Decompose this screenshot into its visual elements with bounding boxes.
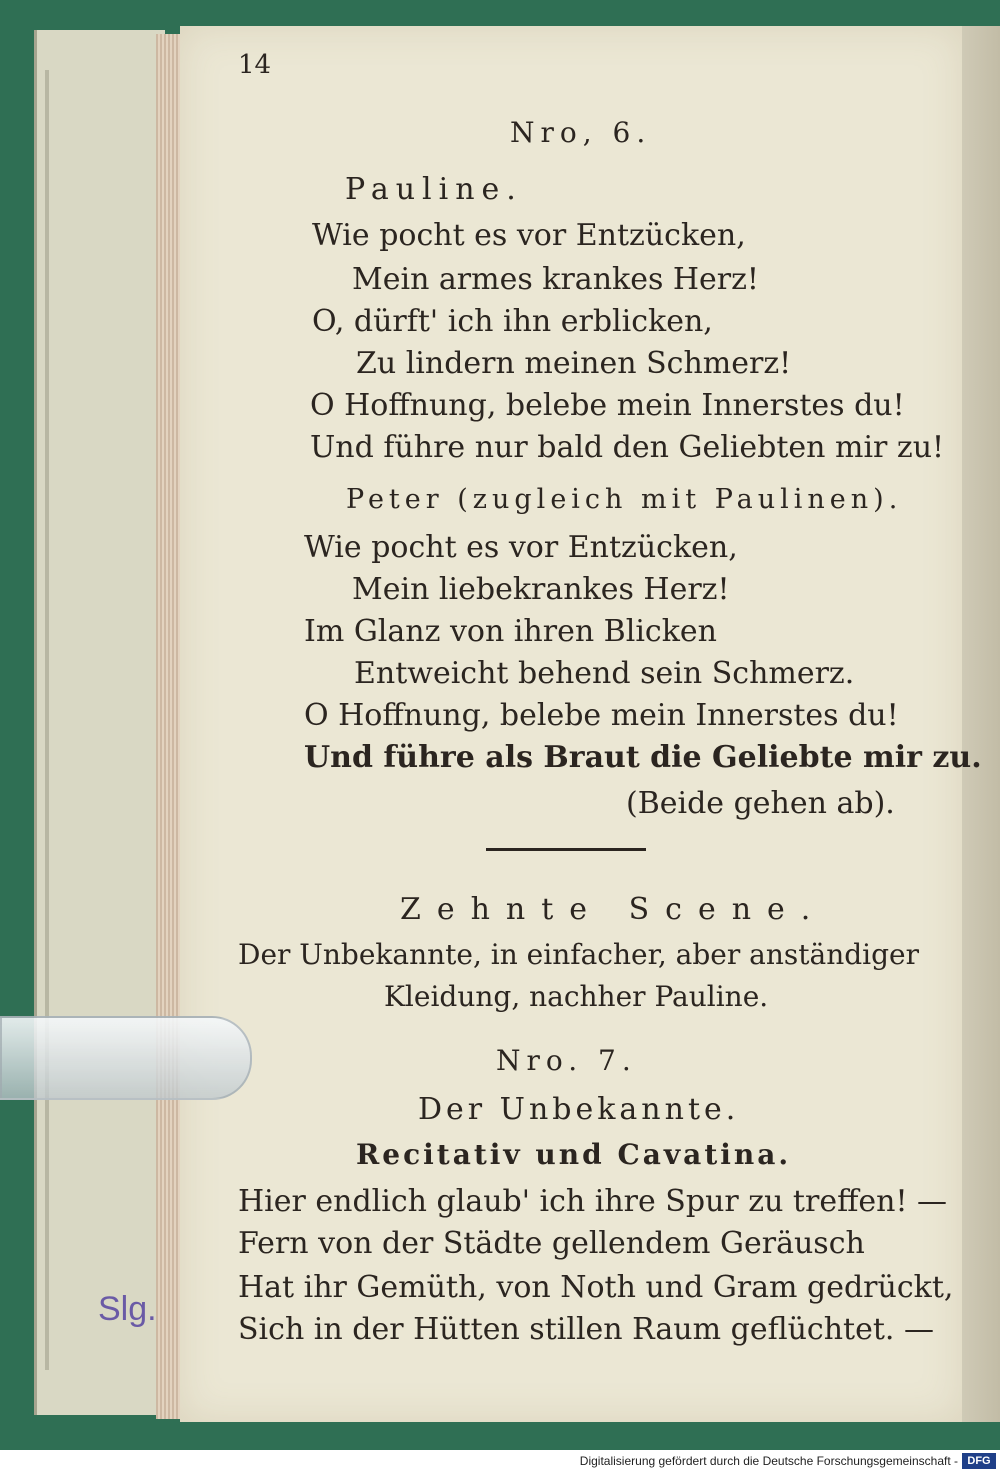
song-number-6: Nro, 6.: [510, 116, 652, 149]
verse-line: Entweicht behend sein Schmerz.: [354, 656, 855, 691]
verse-line: Wie pocht es vor Entzücken,: [304, 530, 738, 565]
song-number-7: Nro. 7.: [496, 1044, 637, 1077]
page-number: 14: [238, 50, 272, 80]
verse-line: O Hoffnung, belebe mein Innerstes du!: [310, 388, 905, 423]
glass-clip: [0, 1016, 252, 1100]
right-page-edge: [962, 26, 1000, 1422]
left-book-cover: [34, 30, 165, 1415]
verse-line: Wie pocht es vor Entzücken,: [312, 218, 746, 253]
scene-description: Kleidung, nachher Pauline.: [384, 980, 769, 1013]
verse-line: Sich in der Hütten stillen Raum geflüchtet. —: [238, 1312, 934, 1347]
verse-line: Im Glanz von ihren Blicken: [304, 614, 717, 649]
verse-line: Und führe nur bald den Geliebten mir zu!: [310, 430, 945, 465]
shelfmark-stamp: Slg.: [98, 1290, 157, 1328]
verse-line: Mein liebekrankes Herz!: [352, 572, 730, 607]
speaker-unbekannte: Der Unbekannte.: [418, 1092, 740, 1127]
cover-crease: [45, 70, 49, 1370]
verse-line: Mein armes krankes Herz!: [352, 262, 759, 297]
verse-line: Hier endlich glaub' ich ihre Spur zu treffen! —: [238, 1184, 948, 1219]
footer-bar: [0, 1450, 1000, 1472]
verse-line: Zu lindern meinen Schmerz!: [356, 346, 792, 381]
footer-credit: Digitalisierung gefördert durch die Deutsche Forschungsgemeinschaft -: [579, 1454, 958, 1468]
verse-line: Hat ihr Gemüth, von Noth und Gram gedrückt,: [238, 1270, 954, 1305]
verse-line: O, dürft' ich ihn erblicken,: [312, 304, 713, 339]
stage-direction: (Beide gehen ab).: [626, 786, 895, 821]
dfg-logo-icon: DFG: [962, 1453, 996, 1469]
scene-title: Zehnte Scene.: [400, 892, 827, 927]
section-divider: [486, 848, 646, 851]
verse-line: Und führe als Braut die Geliebte mir zu.: [304, 740, 982, 775]
song-subtitle: Recitativ und Cavatina.: [356, 1138, 792, 1171]
verse-line: Fern von der Städte gellendem Geräusch: [238, 1226, 865, 1261]
speaker-pauline: Pauline.: [345, 172, 523, 207]
speaker-peter: Peter (zugleich mit Paulinen).: [346, 484, 903, 515]
verse-line: O Hoffnung, belebe mein Innerstes du!: [304, 698, 899, 733]
scene-description: Der Unbekannte, in einfacher, aber anständiger: [238, 938, 919, 971]
